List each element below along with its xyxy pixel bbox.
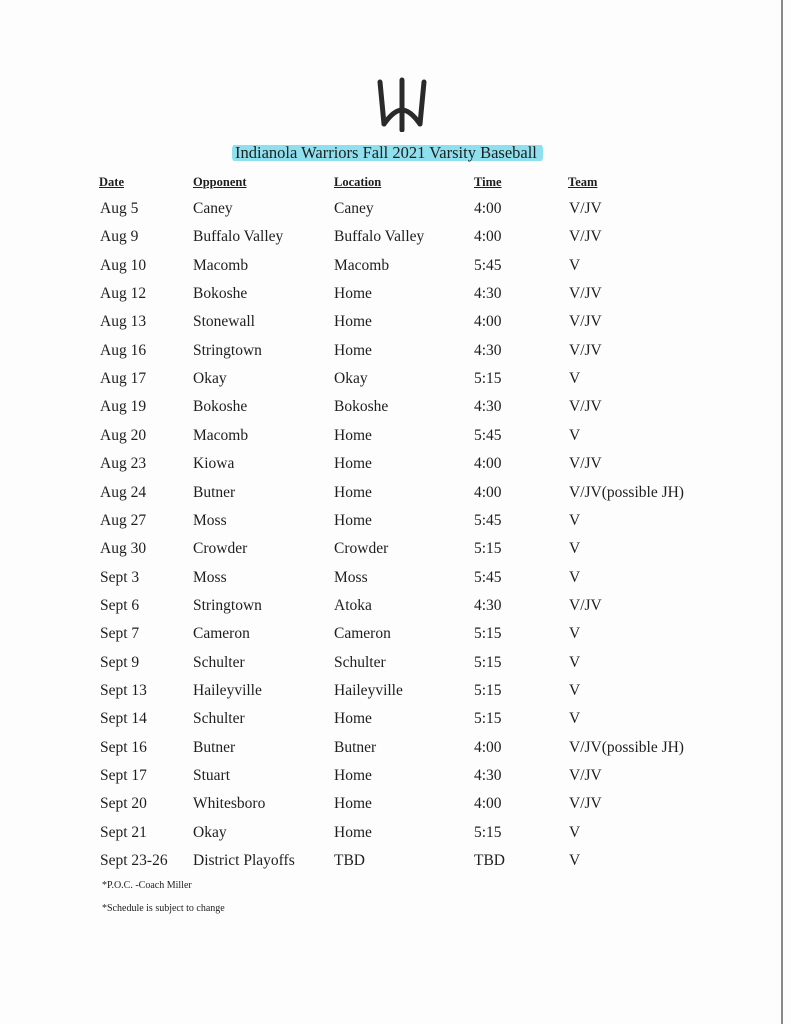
cell-location: Home xyxy=(334,483,372,501)
cell-time: 4:00 xyxy=(474,738,502,756)
table-row xyxy=(0,198,791,220)
cell-location: Cameron xyxy=(334,625,391,643)
cell-opponent: Schulter xyxy=(193,653,245,671)
cell-team: V xyxy=(569,511,581,529)
cell-time: 4:30 xyxy=(474,341,502,359)
schedule-disclaimer: *Schedule is subject to change xyxy=(102,903,225,914)
cell-time: 5:15 xyxy=(474,681,502,699)
cell-opponent: Buffalo Valley xyxy=(193,228,284,246)
cell-team: V/JV xyxy=(569,285,602,303)
cell-location: Home xyxy=(334,767,372,784)
cell-opponent: Okay xyxy=(193,370,227,388)
cell-opponent: Kiowa xyxy=(193,455,235,473)
cell-date: Sept 3 xyxy=(100,568,140,586)
cell-date: Aug 17 xyxy=(100,370,147,388)
table-row xyxy=(0,425,791,447)
cell-time: 4:00 xyxy=(474,455,502,473)
cell-opponent: Stonewall xyxy=(193,313,255,331)
cell-time: 4:30 xyxy=(474,398,502,416)
table-row xyxy=(0,623,791,645)
cell-team: V/JV xyxy=(569,596,602,614)
cell-opponent: Butner xyxy=(193,738,236,756)
cell-date: Aug 24 xyxy=(100,483,147,501)
cell-date: Aug 9 xyxy=(100,228,139,246)
cell-team: V/JV xyxy=(569,795,602,813)
cell-location: Home xyxy=(334,313,372,331)
table-row xyxy=(0,538,791,560)
cell-location: Home xyxy=(334,341,372,359)
cell-date: Sept 20 xyxy=(100,795,147,813)
cell-team: V xyxy=(569,653,581,671)
cell-team: V xyxy=(569,625,581,643)
cell-time: 5:15 xyxy=(474,653,502,671)
cell-date: Aug 27 xyxy=(100,511,147,529)
cell-date: Sept 17 xyxy=(100,767,147,784)
cell-time: 5:45 xyxy=(474,426,502,444)
cell-time: 4:00 xyxy=(474,200,502,217)
cell-opponent: Stringtown xyxy=(193,341,262,359)
cell-time: 4:30 xyxy=(474,285,502,303)
cell-location: Home xyxy=(334,511,372,529)
table-row xyxy=(0,453,791,475)
cell-time: TBD xyxy=(474,852,505,870)
header-time: Time xyxy=(474,175,502,189)
table-row xyxy=(0,822,791,844)
table-row xyxy=(0,680,791,702)
cell-time: 5:15 xyxy=(474,370,502,388)
table-row xyxy=(0,482,791,504)
cell-date: Sept 23-26 xyxy=(100,852,168,870)
cell-date: Aug 19 xyxy=(100,398,147,416)
cell-opponent: Butner xyxy=(193,483,236,501)
table-row xyxy=(0,595,791,617)
cell-date: Aug 30 xyxy=(100,540,147,558)
table-row xyxy=(0,255,791,277)
cell-time: 5:15 xyxy=(474,625,502,643)
table-row xyxy=(0,510,791,532)
cell-team: V xyxy=(569,370,581,388)
cell-team: V xyxy=(569,426,581,444)
table-row xyxy=(0,737,791,759)
cell-location: TBD xyxy=(334,852,365,870)
cell-date: Aug 20 xyxy=(100,426,147,444)
cell-time: 5:45 xyxy=(474,256,502,274)
cell-team: V xyxy=(569,540,581,558)
cell-opponent: Macomb xyxy=(193,426,249,444)
cell-location: Home xyxy=(334,710,372,728)
cell-time: 4:00 xyxy=(474,313,502,331)
cell-location: Buffalo Valley xyxy=(334,228,425,246)
cell-team: V xyxy=(569,823,581,841)
cell-date: Sept 9 xyxy=(100,653,140,671)
cell-opponent: Stringtown xyxy=(193,596,262,614)
page-title: Indianola Warriors Fall 2021 Varsity Baseball xyxy=(232,143,543,163)
cell-opponent: Stuart xyxy=(193,767,231,784)
cell-time: 4:00 xyxy=(474,795,502,813)
cell-opponent: Moss xyxy=(193,568,227,586)
cell-team: V/JV xyxy=(569,228,602,246)
table-row xyxy=(0,226,791,248)
cell-team: V/JV xyxy=(569,313,602,331)
poc-note: *P.O.C. -Coach Miller xyxy=(102,880,192,891)
cell-date: Sept 16 xyxy=(100,738,147,756)
cell-location: Home xyxy=(334,285,372,303)
cell-opponent: Crowder xyxy=(193,540,248,558)
table-row xyxy=(0,311,791,333)
cell-time: 4:30 xyxy=(474,596,502,614)
cell-team: V/JV xyxy=(569,341,602,359)
cell-date: Sept 7 xyxy=(100,625,140,643)
cell-date: Sept 14 xyxy=(100,710,147,728)
cell-location: Crowder xyxy=(334,540,389,558)
cell-team: V/JV xyxy=(569,200,602,217)
warriors-trident-logo-icon xyxy=(374,76,430,132)
cell-time: 5:15 xyxy=(474,823,502,841)
cell-team: V xyxy=(569,710,581,728)
cell-time: 4:30 xyxy=(474,767,502,784)
table-row xyxy=(0,396,791,418)
cell-team: V/JV(possible JH) xyxy=(569,483,684,501)
cell-location: Schulter xyxy=(334,653,386,671)
table-row xyxy=(0,368,791,390)
cell-team: V/JV(possible JH) xyxy=(569,738,684,756)
cell-date: Aug 5 xyxy=(100,200,139,217)
cell-team: V xyxy=(569,852,581,870)
table-row xyxy=(0,765,791,787)
cell-opponent: Cameron xyxy=(193,625,250,643)
cell-location: Home xyxy=(334,455,372,473)
cell-date: Aug 12 xyxy=(100,285,147,303)
table-row xyxy=(0,283,791,305)
table-row xyxy=(0,567,791,589)
cell-date: Sept 6 xyxy=(100,596,140,614)
cell-team: V/JV xyxy=(569,455,602,473)
cell-team: V xyxy=(569,568,581,586)
cell-team: V/JV xyxy=(569,398,602,416)
table-row xyxy=(0,793,791,815)
cell-date: Aug 10 xyxy=(100,256,147,274)
cell-opponent: Bokoshe xyxy=(193,398,248,416)
cell-opponent: Schulter xyxy=(193,710,245,728)
cell-opponent: Whitesboro xyxy=(193,795,266,813)
cell-time: 5:15 xyxy=(474,540,502,558)
cell-opponent: Caney xyxy=(193,200,233,217)
cell-date: Sept 21 xyxy=(100,823,147,841)
cell-time: 4:00 xyxy=(474,228,502,246)
cell-time: 5:15 xyxy=(474,710,502,728)
cell-location: Caney xyxy=(334,200,374,217)
table-row xyxy=(0,850,791,872)
cell-date: Sept 13 xyxy=(100,681,147,699)
table-row xyxy=(0,708,791,730)
cell-date: Aug 16 xyxy=(100,341,147,359)
cell-location: Macomb xyxy=(334,256,390,274)
cell-date: Aug 23 xyxy=(100,455,147,473)
cell-opponent: Moss xyxy=(193,511,227,529)
cell-location: Atoka xyxy=(334,596,372,614)
header-date: Date xyxy=(99,175,124,189)
header-team: Team xyxy=(568,175,598,189)
cell-location: Okay xyxy=(334,370,368,388)
cell-location: Home xyxy=(334,795,372,813)
cell-team: V xyxy=(569,681,581,699)
cell-time: 4:00 xyxy=(474,483,502,501)
header-opponent: Opponent xyxy=(193,175,247,189)
table-row xyxy=(0,652,791,674)
cell-time: 5:45 xyxy=(474,511,502,529)
cell-location: Home xyxy=(334,823,372,841)
cell-opponent: District Playoffs xyxy=(193,852,295,870)
cell-team: V/JV xyxy=(569,767,602,784)
cell-location: Moss xyxy=(334,568,368,586)
cell-opponent: Macomb xyxy=(193,256,249,274)
cell-opponent: Okay xyxy=(193,823,227,841)
cell-time: 5:45 xyxy=(474,568,502,586)
cell-location: Butner xyxy=(334,738,377,756)
header-location: Location xyxy=(334,175,382,189)
table-row xyxy=(0,340,791,362)
cell-opponent: Bokoshe xyxy=(193,285,248,303)
cell-opponent: Haileyville xyxy=(193,681,262,699)
cell-date: Aug 13 xyxy=(100,313,147,331)
cell-location: Haileyville xyxy=(334,681,403,699)
cell-team: V xyxy=(569,256,581,274)
cell-location: Home xyxy=(334,426,372,444)
cell-location: Bokoshe xyxy=(334,398,389,416)
